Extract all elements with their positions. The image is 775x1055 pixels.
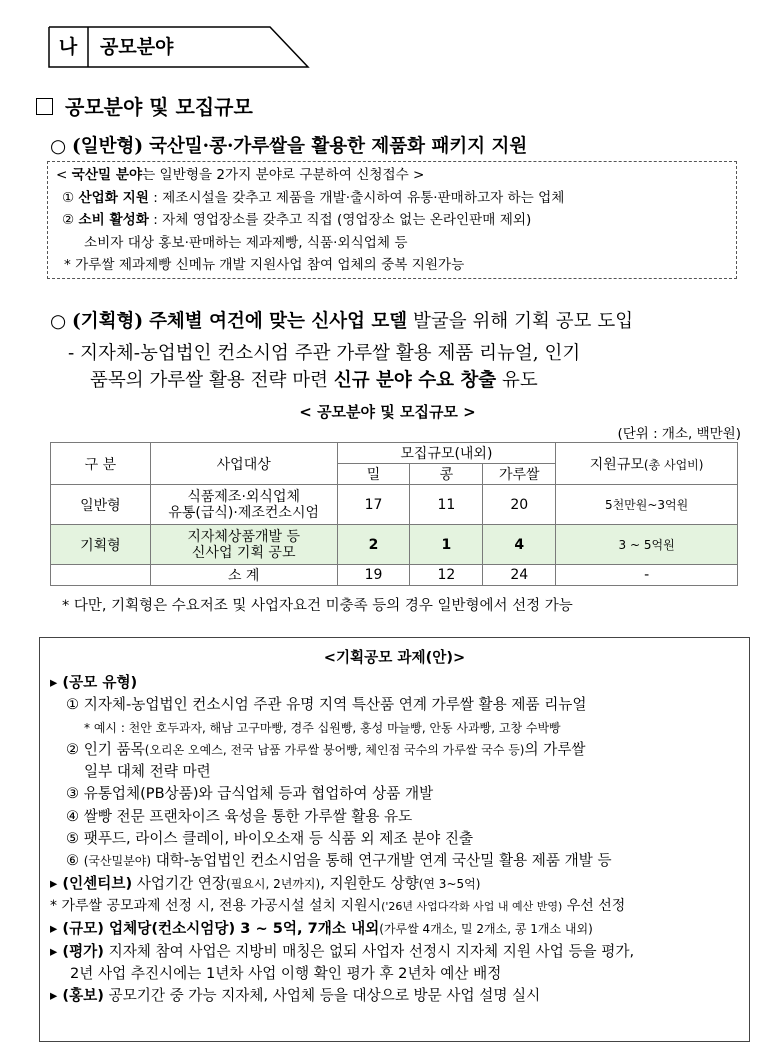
recruitment-table (50, 442, 738, 586)
item1-num: ① (62, 189, 75, 206)
plan-scale-bold: ▸ (규모) 업체당(컨소시엄당) 3 ~ 5억, 7개소 내외 (50, 920, 380, 938)
row-division (51, 565, 151, 586)
row-support: 5천만원~3억원 (556, 485, 738, 525)
row-bean: 11 (410, 485, 483, 525)
general-type-text: 국산밀·콩·가루쌀을 활용한 제품화 패키지 지원 (149, 136, 528, 157)
plan-incentive (50, 873, 739, 895)
general-type-line (50, 132, 527, 158)
plan-item-2-b: 의 가루쌀 (524, 740, 586, 758)
plan-item-6-b: 대학-농업법인 컨소시엄을 통해 연구개발 연계 국산밀 활용 제품 개발 등 (151, 852, 612, 870)
row-support: - (556, 565, 738, 586)
plan-item-2-small: (오리온 오예스, 전국 납품 가루쌀 붕어빵, 체인점 국수의 가루쌀 국수 등) (144, 742, 525, 757)
intro-bold: 국산밀 분야 (71, 167, 143, 183)
square-bullet-icon (36, 98, 53, 115)
planning-bold-text: 주체별 여건에 맞는 신사업 모델 (149, 311, 408, 332)
plan-eval-text: 지자체 참여 사업은 지방비 매칭은 없되 사업자 선정시 지자체 지원 사업 등을 평가, (103, 942, 635, 960)
plan-item-1: ① 지자체-농업법인 컨소시엄 주관 유명 지역 특산품 연계 가루쌀 활용 제품 리뉴얼 (66, 696, 587, 714)
plan-incentive-small-1: (필요시, 2년까지) (226, 876, 321, 891)
plan-eval (50, 941, 739, 963)
header-division: 구 분 (51, 443, 151, 485)
row-target: 소 계 (150, 565, 337, 586)
plan-scale (50, 918, 739, 940)
header-bean: 콩 (410, 464, 483, 485)
table-row-subtotal (51, 565, 738, 586)
section-title: 공모분야 (100, 36, 174, 58)
table-row (51, 525, 738, 565)
row-bean: 1 (410, 525, 483, 565)
plan-promo (50, 985, 739, 1007)
circle-bullet-icon: ○ (50, 311, 67, 332)
plan-item-2-a: ② 인기 품목 (66, 740, 145, 758)
row-target (150, 525, 337, 565)
header-support-note: (총 사업비) (643, 457, 704, 472)
plan-item-6 (50, 850, 739, 872)
plan-item-3: ③ 유통업체(PB상품)와 급식업체 등과 협업하여 상품 개발 (66, 785, 434, 803)
plan-incentive-note (50, 895, 739, 918)
header-scale: 모집규모(내외) (337, 443, 556, 464)
general-note: * 가루쌀 제과제빵 신메뉴 개발 지원사업 참여 업체의 중복 지원가능 (64, 257, 465, 274)
item2-num: ② (62, 212, 75, 229)
plan-type-label: ▸ (공모 유형) (50, 674, 138, 691)
item1-text: : 제조시설을 갖추고 제품을 개발·출시하여 유통·판매하고자 하는 업체 (148, 189, 565, 206)
row-target-line-1: 지자체상품개발 등 (187, 528, 301, 545)
table-title: < 공모분야 및 모집규모 > (299, 403, 476, 421)
main-heading-text: 공모분야 및 모집규모 (65, 95, 253, 119)
planning-type-line (50, 307, 633, 333)
row-target-line-1: 식품제조·외식업체 (187, 488, 301, 505)
row-rice: 4 (483, 525, 556, 565)
item2-text: : 자체 영업장소를 갖추고 직접 (영업장소 없는 온라인판매 제외) (148, 212, 532, 229)
header-wheat: 밀 (337, 464, 410, 485)
plan-incentive-note-b: 우선 선정 (562, 897, 626, 914)
row-rice: 24 (483, 565, 556, 586)
table-unit: (단위 : 개소, 백만원) (617, 426, 741, 442)
header-support (556, 443, 738, 485)
row-division: 기획형 (51, 525, 151, 565)
dash2-b: 유도 (496, 370, 538, 391)
row-wheat: 19 (337, 565, 410, 586)
row-bean: 12 (410, 565, 483, 586)
general-intro (56, 164, 728, 187)
section-header-tab (48, 26, 310, 68)
row-division: 일반형 (51, 485, 151, 525)
plan-box-title: <기획공모 과제(안)> (323, 649, 466, 666)
item2-bold: 소비 활성화 (78, 212, 149, 229)
plan-eval-cont: 2년 사업 추진시에는 1년차 사업 이행 확인 평가 후 2년차 예산 배정 (70, 964, 502, 982)
plan-incentive-label: ▸ (인센티브) (50, 874, 133, 892)
row-wheat: 17 (337, 485, 410, 525)
header-rice: 가루쌀 (483, 464, 556, 485)
plan-eval-label: ▸ (평가) (50, 942, 104, 960)
plan-item-2-cont: 일부 대체 전략 마련 (84, 763, 211, 781)
planning-task-box (39, 637, 750, 1042)
plan-incentive-note-a: * 가루쌀 공모과제 선정 시, 전용 가공시설 설치 지원시 (50, 897, 382, 914)
plan-scale-small: (가루쌀 4개소, 밀 2개소, 콩 1개소 내외) (379, 922, 593, 937)
table-row (51, 485, 738, 525)
plan-item-6-a: ⑥ (66, 852, 84, 870)
planning-dash-line-1: - 지자체-농업법인 컨소시엄 주관 가루쌀 활용 제품 리뉴얼, 인기 (68, 343, 581, 364)
plan-promo-text: 공모기간 중 가능 지자체, 사업체 등을 대상으로 방문 사업 설명 실시 (103, 987, 541, 1005)
plan-item-5: ⑤ 팻푸드, 라이스 클레이, 바이오소재 등 식품 외 제조 분야 진출 (66, 830, 474, 848)
dash2-a: 품목의 가루쌀 활용 전략 마련 (90, 370, 334, 391)
intro-rest: 는 일반형을 2가지 분야로 구분하여 신청접수 > (142, 167, 425, 183)
plan-promo-label: ▸ (홍보) (50, 987, 104, 1005)
table-footnote: * 다만, 기획형은 수요저조 및 사업자요건 미충족 등의 경우 일반형에서 선정 가능 (62, 598, 573, 614)
general-type-label: (일반형) (72, 136, 144, 157)
header-support-label: 지원규모 (589, 456, 644, 473)
row-wheat: 2 (337, 525, 410, 565)
circle-bullet-icon: ○ (50, 136, 67, 157)
planning-type-label: (기획형) (72, 311, 144, 332)
general-item-1 (56, 187, 728, 210)
general-item-2-cont: 소비자 대상 홍보·판매하는 제과제빵, 식품·외식업체 등 (84, 234, 408, 251)
general-item-2 (56, 209, 728, 232)
row-target-line-2: 유통(급식)·제조컨소시엄 (168, 504, 319, 521)
dash2-bold: 신규 분야 수요 창출 (333, 370, 497, 391)
intro-prefix: < (56, 167, 72, 183)
planning-dash-line-2 (90, 366, 538, 392)
header-target: 사업대상 (150, 443, 337, 485)
item1-bold: 산업화 지원 (78, 189, 149, 206)
row-support: 3 ~ 5억원 (556, 525, 738, 565)
main-heading (36, 91, 253, 120)
plan-item-1-note: * 예시 : 천안 호두과자, 해남 고구마빵, 경주 십원빵, 홍성 마늘빵, 안동 사과빵, 고창 수박빵 (84, 720, 561, 735)
plan-item-4: ④ 쌀빵 전문 프랜차이즈 육성을 통한 가루쌀 활용 유도 (66, 807, 413, 825)
plan-incentive-note-small: ('26년 사업다각화 사업 내 예산 반영) (381, 899, 563, 913)
plan-incentive-b: , 지원한도 상향 (320, 874, 419, 892)
planning-rest-text: 발굴을 위해 기획 공모 도입 (407, 311, 634, 332)
table-header-row-1 (51, 443, 738, 464)
row-target-line-2: 신사업 기획 공모 (191, 544, 296, 561)
section-letter: 나 (58, 36, 78, 58)
plan-item-6-small: (국산밀분야) (83, 854, 152, 869)
row-target (150, 485, 337, 525)
plan-incentive-small-2: (연 3~5억) (418, 876, 481, 891)
plan-incentive-a: 사업기간 연장 (132, 874, 227, 892)
general-info-box (47, 161, 737, 279)
row-rice: 20 (483, 485, 556, 525)
plan-item-2 (50, 739, 739, 761)
